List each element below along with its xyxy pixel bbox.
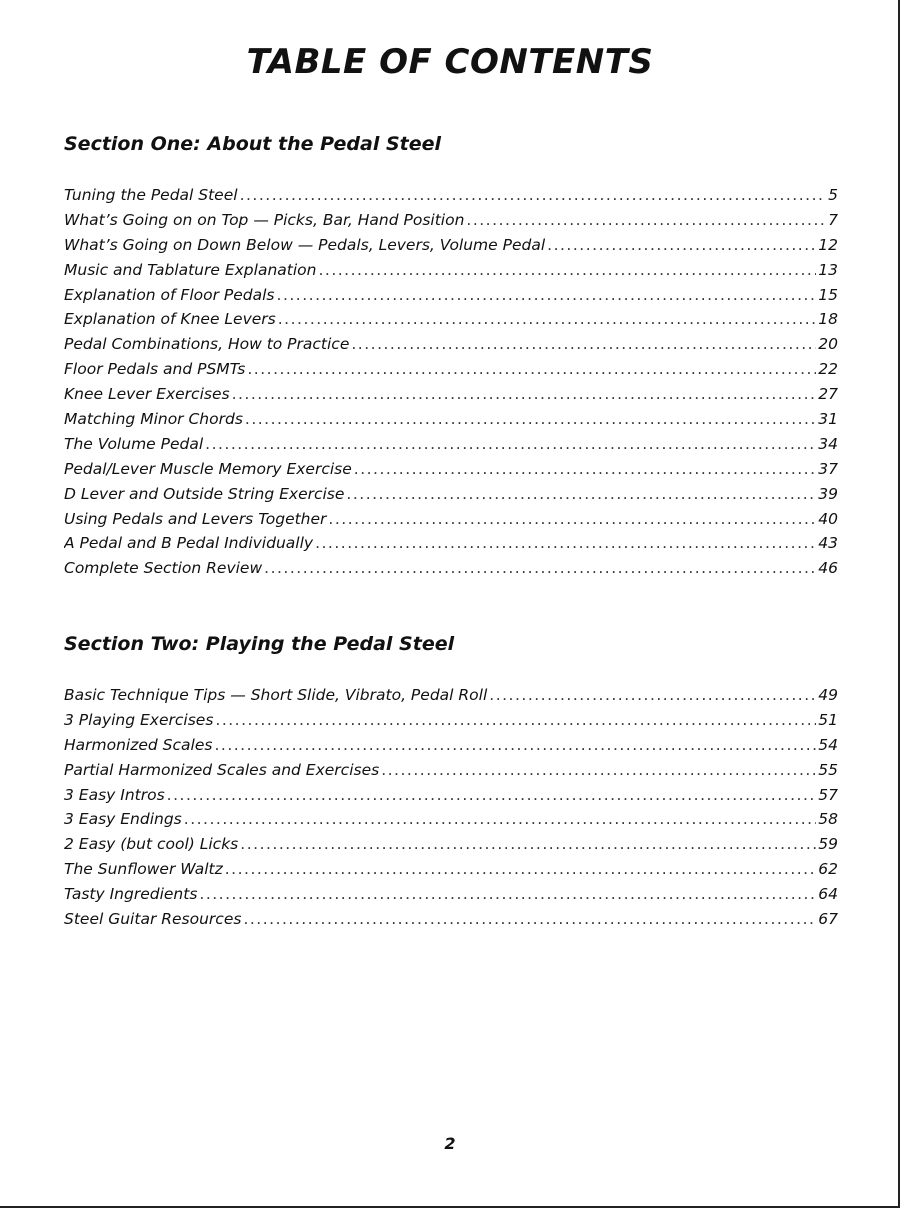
toc-entry-page: 5 bbox=[828, 186, 838, 204]
toc-entry-label: The Sunflower Waltz bbox=[64, 860, 223, 879]
toc-entry[interactable] bbox=[64, 183, 838, 208]
section-heading: Section One: About the Pedal Steel bbox=[64, 133, 441, 155]
toc-entry-label: Knee Lever Exercises bbox=[64, 385, 230, 404]
toc-entry[interactable] bbox=[64, 882, 838, 907]
toc-entry-label: Floor Pedals and PSMTs bbox=[64, 360, 246, 379]
toc-entry-label: 3 Easy Endings bbox=[64, 810, 182, 829]
toc-leader-dots bbox=[318, 258, 816, 283]
toc-leader-dots bbox=[489, 683, 816, 708]
toc-leader-dots bbox=[466, 208, 826, 233]
toc-entry-page: 59 bbox=[818, 835, 838, 854]
toc-entry[interactable] bbox=[64, 283, 838, 308]
toc-entry-page: 49 bbox=[818, 686, 838, 704]
toc-leader-dots bbox=[247, 357, 816, 382]
toc-entry-label: Partial Harmonized Scales and Exercises bbox=[64, 760, 380, 779]
toc-entry[interactable] bbox=[64, 482, 838, 507]
toc-entry[interactable] bbox=[64, 507, 838, 532]
toc-entry-page: 58 bbox=[818, 810, 838, 829]
toc-leader-dots bbox=[215, 708, 816, 733]
toc-entry-page: 18 bbox=[818, 310, 838, 329]
toc-entry-label: 3 Playing Exercises bbox=[64, 710, 214, 729]
toc-leader-dots bbox=[278, 307, 817, 332]
toc-entry[interactable] bbox=[64, 258, 838, 283]
toc-entry-label: Tuning the Pedal Steel bbox=[64, 186, 238, 204]
toc-entry[interactable] bbox=[64, 382, 838, 407]
toc-entry-page: 37 bbox=[818, 459, 838, 478]
toc-entry-page: 64 bbox=[818, 885, 838, 904]
toc-entry-label: Harmonized Scales bbox=[64, 735, 213, 754]
toc-entry[interactable] bbox=[64, 407, 838, 432]
toc-entry-label: 3 Easy Intros bbox=[64, 785, 165, 804]
toc-entry[interactable] bbox=[64, 907, 838, 932]
toc-leader-dots bbox=[199, 882, 816, 907]
toc-entry[interactable] bbox=[64, 457, 838, 482]
toc-entry-page: 40 bbox=[818, 509, 838, 528]
toc-entry[interactable] bbox=[64, 432, 838, 457]
toc-leader-dots bbox=[381, 758, 816, 783]
toc-entry-page: 62 bbox=[818, 860, 838, 879]
toc-leader-dots bbox=[243, 907, 816, 932]
toc-entry-label: Pedal Combinations, How to Practice bbox=[64, 335, 350, 354]
toc-entry[interactable] bbox=[64, 208, 838, 233]
toc-leader-dots bbox=[346, 482, 816, 507]
toc-entry-label: Explanation of Floor Pedals bbox=[64, 285, 275, 304]
toc-list bbox=[64, 683, 838, 932]
toc-leader-dots bbox=[547, 233, 816, 258]
page-title: TABLE OF CONTENTS bbox=[246, 42, 654, 82]
section-two bbox=[64, 631, 838, 932]
toc-entry[interactable] bbox=[64, 332, 838, 357]
toc-list bbox=[64, 183, 838, 581]
toc-entry-page: 7 bbox=[828, 210, 838, 229]
toc-leader-dots bbox=[328, 507, 816, 532]
toc-entry[interactable] bbox=[64, 531, 838, 556]
toc-leader-dots bbox=[277, 283, 817, 308]
toc-entry-label: Complete Section Review bbox=[64, 559, 263, 578]
toc-leader-dots bbox=[232, 382, 817, 407]
page-number: 2 bbox=[444, 1134, 456, 1153]
toc-leader-dots bbox=[225, 857, 817, 882]
toc-entry-page: 31 bbox=[818, 410, 838, 429]
toc-leader-dots bbox=[184, 807, 817, 832]
toc-entry-page: 46 bbox=[818, 559, 838, 578]
toc-entry-page: 15 bbox=[818, 285, 838, 304]
toc-entry[interactable] bbox=[64, 683, 838, 708]
toc-entry[interactable] bbox=[64, 357, 838, 382]
section-heading: Section Two: Playing the Pedal Steel bbox=[64, 633, 455, 655]
toc-entry-page: 51 bbox=[818, 710, 838, 729]
toc-entry[interactable] bbox=[64, 857, 838, 882]
toc-entry-label: Using Pedals and Levers Together bbox=[64, 509, 327, 528]
toc-entry[interactable] bbox=[64, 556, 838, 581]
toc-entry-label: Pedal/Lever Muscle Memory Exercise bbox=[64, 459, 352, 478]
toc-leader-dots bbox=[205, 432, 816, 457]
toc-entry[interactable] bbox=[64, 733, 838, 758]
toc-entry-label: A Pedal and B Pedal Individually bbox=[64, 534, 314, 553]
toc-entry[interactable] bbox=[64, 807, 838, 832]
toc-entry-label: Steel Guitar Resources bbox=[64, 910, 242, 929]
toc-entry-label: Music and Tablature Explanation bbox=[64, 260, 317, 279]
toc-entry[interactable] bbox=[64, 307, 838, 332]
toc-entry-label: The Volume Pedal bbox=[64, 434, 204, 453]
toc-entry-label: What’s Going on on Top — Picks, Bar, Hand Position bbox=[64, 210, 465, 229]
toc-leader-dots bbox=[240, 832, 816, 857]
toc-leader-dots bbox=[167, 783, 817, 808]
toc-entry-page: 67 bbox=[818, 910, 838, 929]
toc-leader-dots bbox=[351, 332, 816, 357]
toc-entry-label: Explanation of Knee Levers bbox=[64, 310, 276, 329]
section-one bbox=[64, 131, 838, 581]
toc-leader-dots bbox=[264, 556, 816, 581]
toc-leader-dots bbox=[245, 407, 816, 432]
toc-entry-page: 20 bbox=[818, 335, 838, 354]
toc-entry[interactable] bbox=[64, 783, 838, 808]
toc-entry-label: Tasty Ingredients bbox=[64, 885, 198, 904]
toc-leader-dots bbox=[315, 531, 816, 556]
toc-entry-page: 13 bbox=[818, 260, 838, 279]
toc-entry-label: Matching Minor Chords bbox=[64, 410, 243, 429]
toc-entry-page: 55 bbox=[818, 760, 838, 779]
toc-entry-label: D Lever and Outside String Exercise bbox=[64, 484, 345, 503]
toc-entry[interactable] bbox=[64, 758, 838, 783]
toc-entry-label: Basic Technique Tips — Short Slide, Vibrato, Pedal Roll bbox=[64, 686, 488, 704]
toc-leader-dots bbox=[240, 183, 827, 208]
toc-leader-dots bbox=[354, 457, 816, 482]
toc-leader-dots bbox=[214, 733, 816, 758]
toc-entry[interactable] bbox=[64, 832, 838, 857]
toc-entry-page: 22 bbox=[818, 360, 838, 379]
toc-entry-page: 27 bbox=[818, 385, 838, 404]
toc-entry[interactable] bbox=[64, 233, 838, 258]
toc-entry-page: 54 bbox=[818, 735, 838, 754]
toc-entry[interactable] bbox=[64, 708, 838, 733]
toc-entry-label: 2 Easy (but cool) Licks bbox=[64, 835, 239, 854]
toc-entry-page: 34 bbox=[818, 434, 838, 453]
toc-entry-page: 12 bbox=[818, 235, 838, 254]
toc-entry-page: 43 bbox=[818, 534, 838, 553]
toc-entry-label: What’s Going on Down Below — Pedals, Levers, Volume Pedal bbox=[64, 235, 546, 254]
toc-entry-page: 39 bbox=[818, 484, 838, 503]
toc-entry-page: 57 bbox=[818, 785, 838, 804]
